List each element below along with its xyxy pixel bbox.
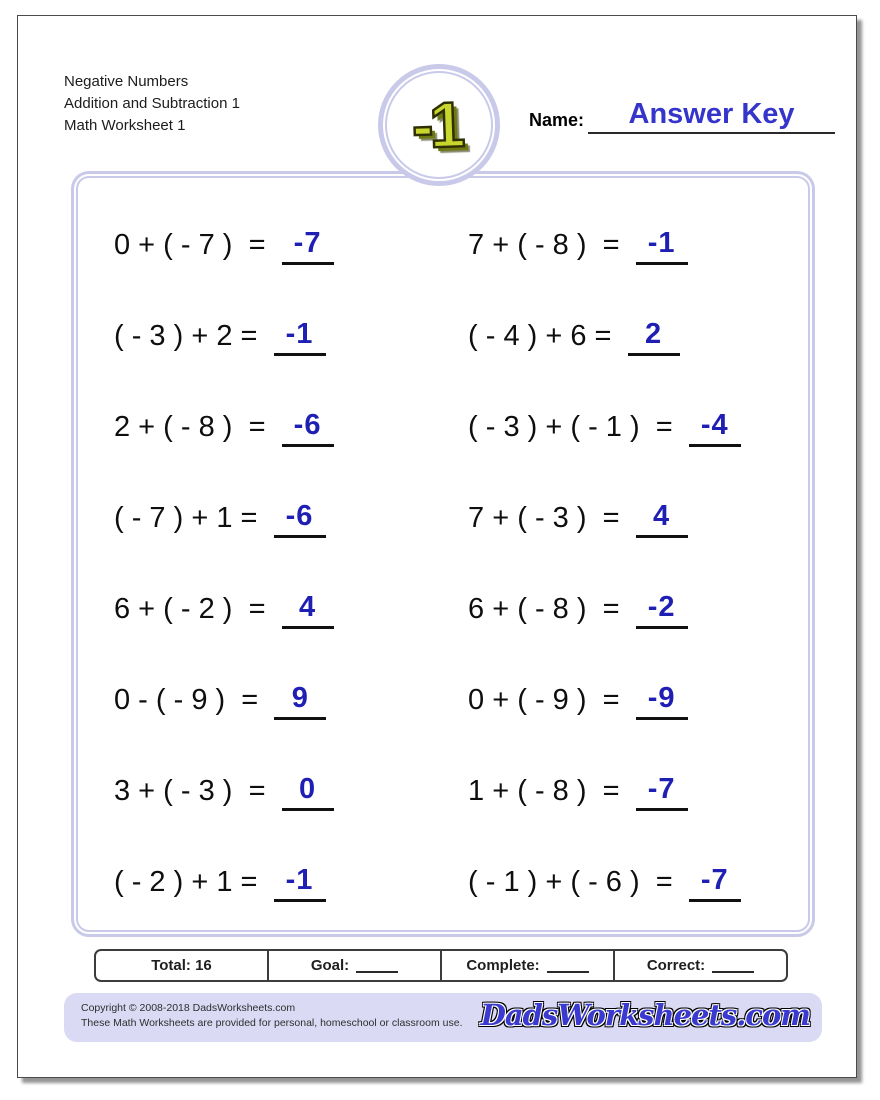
answer-blank: -1 [274, 318, 326, 356]
problem-expression: 0 - ( - 9 ) = [114, 684, 267, 716]
problem-9 [78, 564, 432, 655]
problem-expression: 3 + ( - 3 ) = [114, 775, 274, 807]
answer-blank: -7 [282, 227, 334, 265]
worksheet-page [17, 15, 857, 1078]
problem-4 [432, 291, 808, 382]
problem-expression: 0 + ( - 9 ) = [468, 684, 628, 716]
problem-expression: ( - 4 ) + 6 = [468, 320, 620, 352]
problem-expression: 0 + ( - 7 ) = [114, 229, 274, 261]
problem-7 [78, 473, 432, 564]
answer-blank: 4 [282, 591, 334, 629]
answer-blank: -7 [689, 864, 741, 902]
answer-blank: 9 [274, 682, 326, 720]
score-goal-label: Goal: [310, 957, 350, 974]
answer-blank: -1 [636, 227, 688, 265]
problem-12 [432, 655, 808, 746]
answer-blank: -6 [282, 409, 334, 447]
problem-expression: 1 + ( - 8 ) = [468, 775, 628, 807]
title-line-number: Math Worksheet 1 [64, 117, 186, 134]
problem-expression: 7 + ( - 8 ) = [468, 229, 628, 261]
problem-14 [432, 746, 808, 837]
score-goal-blank [356, 958, 398, 973]
problem-expression: 6 + ( - 2 ) = [114, 593, 274, 625]
problem-2 [432, 200, 808, 291]
score-bar [94, 949, 788, 982]
problems-box [71, 171, 815, 937]
usage-line: These Math Worksheets are provided for personal, homeschool or classroom use. [81, 1017, 463, 1029]
score-total-label: Total: 16 [151, 957, 212, 974]
answer-blank: -1 [274, 864, 326, 902]
problem-11 [78, 655, 432, 746]
problem-expression: ( - 1 ) + ( - 6 ) = [468, 866, 681, 898]
problem-3 [78, 291, 432, 382]
problem-5 [78, 382, 432, 473]
score-complete-blank [547, 958, 589, 973]
negative-one-badge-ring [385, 71, 493, 179]
problem-13 [78, 746, 432, 837]
problem-expression: ( - 7 ) + 1 = [114, 502, 266, 534]
answer-blank: -9 [636, 682, 688, 720]
problems-box-inner-border [76, 176, 810, 932]
answer-blank: -6 [274, 500, 326, 538]
problem-16 [432, 837, 808, 928]
score-total-cell [96, 951, 267, 980]
title-line-topic: Negative Numbers [64, 73, 189, 90]
score-complete-cell [440, 951, 613, 980]
name-label: Name: [529, 110, 585, 130]
copyright-line: Copyright © 2008-2018 DadsWorksheets.com [81, 1002, 296, 1014]
title-line-subtopic: Addition and Subtraction 1 [64, 95, 240, 112]
score-correct-blank [712, 958, 754, 973]
problem-expression: ( - 3 ) + 2 = [114, 320, 266, 352]
copyright-block [81, 1001, 463, 1031]
answer-blank: 0 [282, 773, 334, 811]
answer-blank: -7 [636, 773, 688, 811]
name-field [529, 92, 835, 134]
score-complete-label: Complete: [466, 957, 540, 974]
answer-blank: 2 [628, 318, 680, 356]
problem-expression: 6 + ( - 8 ) = [468, 593, 628, 625]
problem-6 [432, 382, 808, 473]
problem-15 [78, 837, 432, 928]
worksheet-title-block [64, 71, 240, 137]
problem-1 [78, 200, 432, 291]
problems-grid [78, 178, 808, 930]
answer-blank: 4 [636, 500, 688, 538]
score-goal-cell [267, 951, 440, 980]
problem-expression: ( - 3 ) + ( - 1 ) = [468, 411, 681, 443]
problem-expression: ( - 2 ) + 1 = [114, 866, 266, 898]
negative-one-icon: -1 [410, 88, 462, 162]
name-answer-key-value: Answer Key [588, 98, 835, 134]
score-correct-cell [613, 951, 786, 980]
problem-expression: 2 + ( - 8 ) = [114, 411, 274, 443]
footer-strip [64, 993, 822, 1042]
dadsworksheets-logo: DadsWorksheets.com [480, 998, 810, 1032]
negative-one-badge [378, 64, 500, 186]
answer-blank: -4 [689, 409, 741, 447]
problem-8 [432, 473, 808, 564]
score-correct-label: Correct: [646, 957, 706, 974]
problem-expression: 7 + ( - 3 ) = [468, 502, 628, 534]
problem-10 [432, 564, 808, 655]
answer-blank: -2 [636, 591, 688, 629]
